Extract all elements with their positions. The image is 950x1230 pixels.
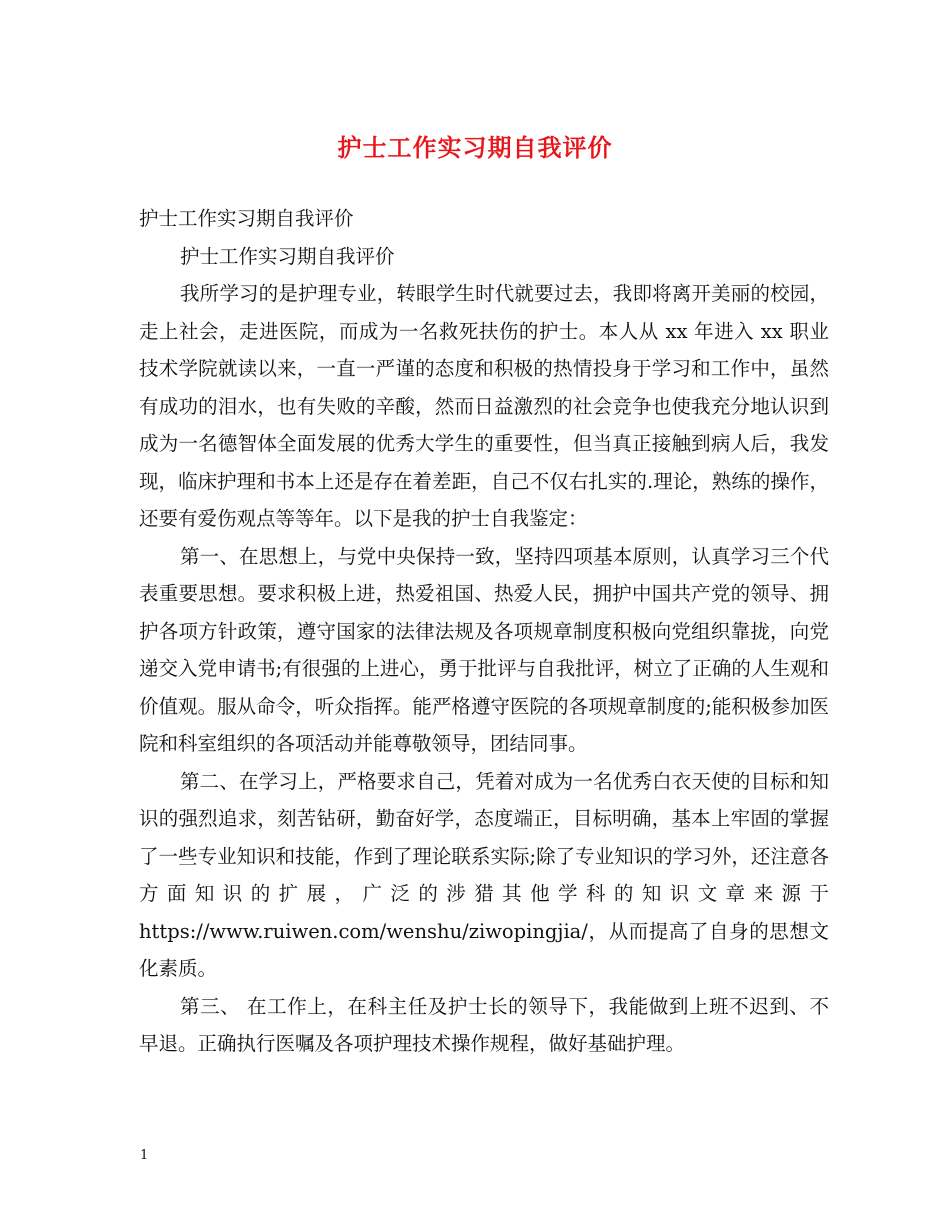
page-number: 1 xyxy=(140,1148,149,1163)
document-subheading-indented: 护士工作实习期自我评价 xyxy=(180,244,395,268)
paragraph-first-ideology: 第一、在思想上，与党中央保持一致，坚持四项基本原则，认真学习三个代表重要思想。要求积极上进，热爱祖国、热爱人民，拥护中国共产党的领导、拥护各项方针政策，遵守国家的法律法规及各项规章制度积极向党组织靠拢，向党递交入党申请书;有很强的上进心，勇于批评与自我批评，树立了正确的人生观和价值观。服从命令，听众指挥。能严格遵守医院的各项规章制度的;能积极参加医院和科室组织的各项活动并能尊敬领导，团结同事。 xyxy=(139,544,829,755)
paragraph-second-study: 第二、在学习上，严格要求自己，凭着对成为一名优秀白衣天使的目标和知识的强烈追求，刻苦钻研，勤奋好学，态度端正，目标明确，基本上牢固的掌握了一些专业知识和技能，作到了理论联系实际;除了专业知识的学习外，还注意各方面知识的扩展，广泛的涉猎其他学科的知识文章来源于 https://www.ruiwen.com/wenshu/ziwopingjia/，从而提高了自身的思想文化素质。 xyxy=(139,769,829,980)
document-subheading: 护士工作实习期自我评价 xyxy=(139,207,354,230)
document-title: 护士工作实习期自我评价 xyxy=(337,133,613,162)
paragraph-third-work: 第三、 在工作上，在科主任及护士长的领导下，我能做到上班不迟到、不早退。正确执行医嘱及各项护理技术操作规程，做好基础护理。 xyxy=(139,994,829,1055)
document-body xyxy=(139,200,829,1063)
paragraph-intro: 我所学习的是护理专业，转眼学生时代就要过去，我即将离开美丽的校园，走上社会，走进医院，而成为一名救死扶伤的护士。本人从 xx 年进入 xx 职业技术学院就读以来，一直一严谨的态度和积极的热情投身于学习和工作中，虽然有成功的泪水，也有失败的辛酸，然而日益激烈的社会竞争也使我充分地认识到成为一名德智体全面发展的优秀大学生的重要性，但当真正接触到病人后，我发现，临床护理和书本上还是存在着差距，自己不仅右扎实的.理论，熟练的操作，还要有爱伤观点等等年。以下是我的护士自我鉴定： xyxy=(139,282,829,530)
